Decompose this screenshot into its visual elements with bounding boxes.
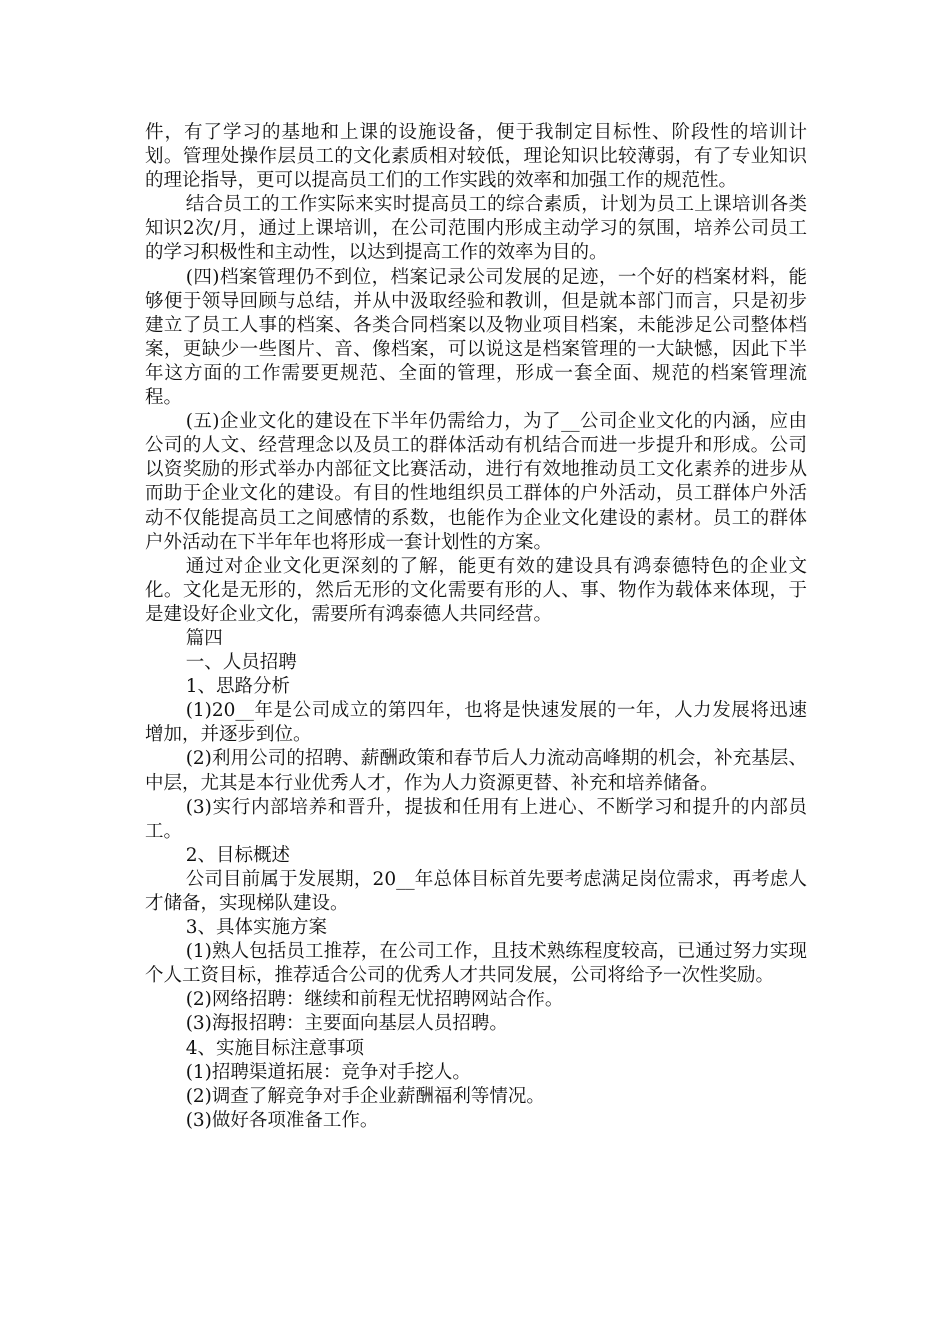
heading-goal-overview: 2、目标概述: [185, 844, 290, 866]
list-item-notes-3: (3)做好各项准备工作。: [185, 1109, 379, 1131]
section-heading-part-four: 篇四: [185, 627, 223, 649]
document-body: [145, 121, 807, 1133]
list-item-plan-1: (1)熟人包括员工推荐，在公司工作，且技术熟练程度较高，已通过努力实现个人工资目标，推荐适合公司的优秀人才共同发展，公司将给予一次性奖励。: [145, 941, 807, 987]
heading-notes: 4、实施目标注意事项: [185, 1037, 364, 1059]
heading-recruitment: 一、人员招聘: [185, 652, 297, 674]
list-item-notes-2: (2)调查了解竞争对手企业薪酬福利等情况。: [185, 1085, 545, 1107]
paragraph-training-facilities: 件，有了学习的基地和上课的设施设备，便于我制定目标性、阶段性的培训计划。管理处操作层员工的文化素质相对较低，理论知识比较薄弱，有了专业知识的理论指导，更可以提高员工们的工作实践的效率和加强工作的规范性。: [145, 122, 807, 192]
heading-implementation-plan: 3、具体实施方案: [185, 917, 327, 939]
list-item-analysis-1: (1)20__年是公司成立的第四年，也将是快速发展的一年，人力发展将迅速增加，并逐步到位。: [145, 700, 807, 746]
paragraph-corporate-culture: (五)企业文化的建设在下半年仍需给力，为了__公司企业文化的内涵，应由公司的人文、经营理念以及员工的群体活动有机结合而进一步提升和形成。公司以资奖励的形式举办内部征文比赛活动，进行有效地推动员工文化素养的进步从而助于企业文化的建设。有目的性地组织员工群体的户外活动，员工群体户外活动不仅能提高员工之间感情的系数，也能作为企业文化建设的素材。员工的群体户外活动在下半年年也将形成一套计划性的方案。: [145, 411, 807, 553]
list-item-plan-3: (3)海报招聘：主要面向基层人员招聘。: [185, 1013, 508, 1035]
heading-analysis: 1、思路分析: [185, 676, 290, 698]
list-item-analysis-2: (2)利用公司的招聘、薪酬政策和春节后人力流动高峰期的机会，补充基层、中层，尤其是本行业优秀人才，作为人力资源更替、补充和培养储备。: [145, 748, 807, 794]
list-item-notes-1: (1)招聘渠道拓展：竞争对手挖人。: [185, 1061, 471, 1083]
paragraph-archive-management: (四)档案管理仍不到位，档案记录公司发展的足迹，一个好的档案材料，能够便于领导回顾与总结，并从中汲取经验和教训，但是就本部门而言，只是初步建立了员工人事的档案、各类合同档案以及物业项目档案，未能涉足公司整体档案，更缺少一些图片、音、像档案，可以说这是档案管理的一大缺憾，因此下半年这方面的工作需要更规范、全面的管理，形成一套全面、规范的档案管理流程。: [145, 266, 807, 409]
paragraph-culture-summary: 通过对企业文化更深刻的了解，能更有效的建设具有鸿泰德特色的企业文化。文化是无形的，然后无形的文化需要有形的人、事、物作为载体来体现，于是建设好企业文化，需要所有鸿泰德人共同经营。: [145, 555, 807, 625]
paragraph-goal-overview: 公司目前属于发展期，20__年总体目标首先要考虑满足岗位需求，再考虑人才储备，实现梯队建设。: [145, 868, 807, 914]
list-item-analysis-3: (3)实行内部培养和晋升，提拔和任用有上进心、不断学习和提升的内部员工。: [145, 796, 807, 842]
list-item-plan-2: (2)网络招聘：继续和前程无忧招聘网站合作。: [185, 989, 564, 1011]
paragraph-training-plan: 结合员工的工作实际来实时提高员工的综合素质，计划为员工上课培训各类知识2次/月，通过上课培训，在公司范围内形成主动学习的氛围，培养公司员工的学习积极性和主动性，以达到提高工作的效率为目的。: [145, 194, 807, 264]
